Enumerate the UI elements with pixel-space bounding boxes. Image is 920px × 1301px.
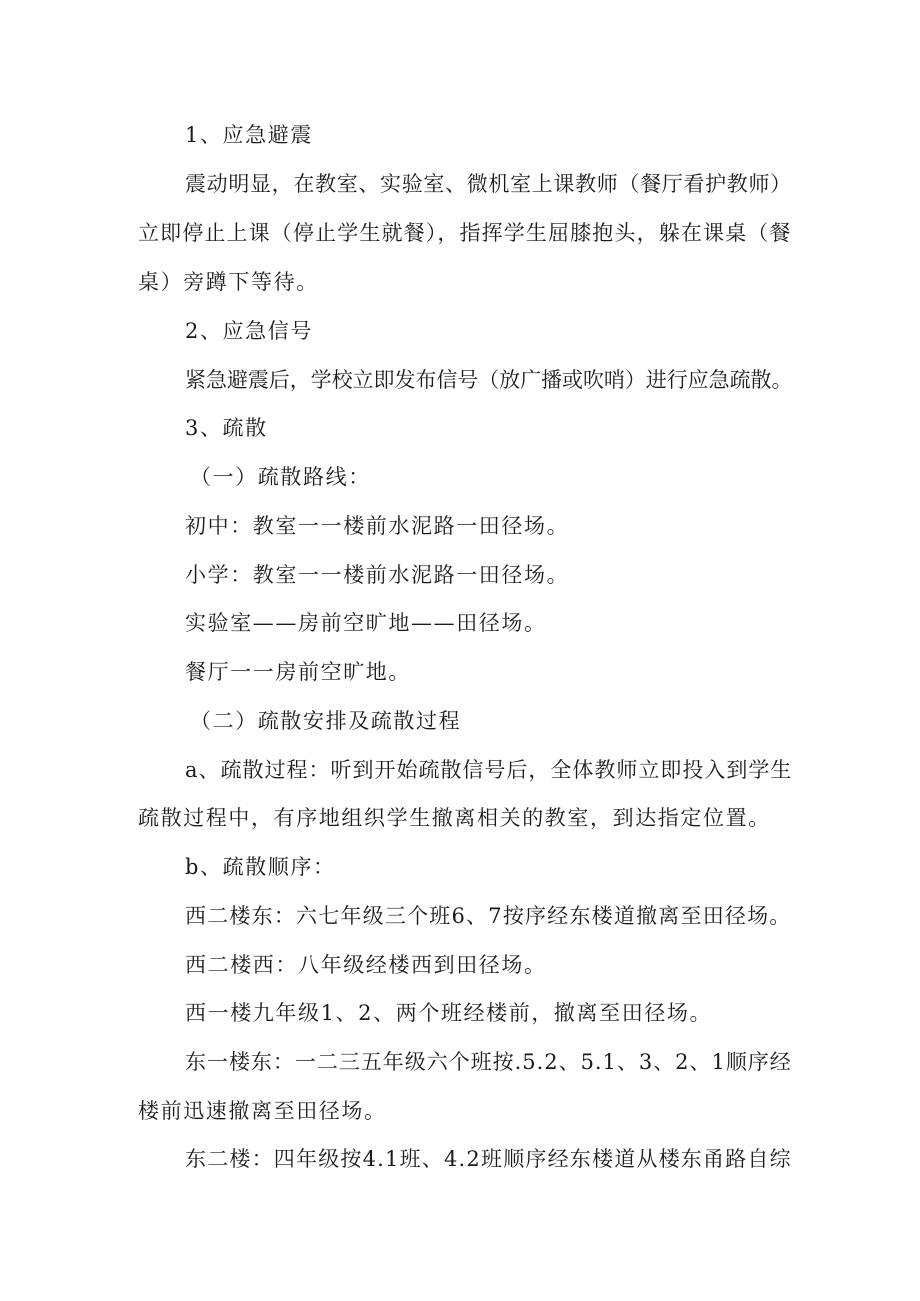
- paragraph-line: 立即停止上课（停止学生就餐），指挥学生屈膝抱头，躲在课桌（餐: [138, 221, 792, 245]
- paragraph-line: a、疏散过程：听到开始疏散信号后，全体教师立即投入到学生: [185, 758, 793, 782]
- paragraph-line: 桌）旁蹲下等待。: [138, 270, 319, 294]
- route-item: 小学：教室一一楼前水泥路一田径场。: [185, 563, 570, 587]
- subsection-heading-evacuation-arrangement: （二）疏散安排及疏散过程: [190, 709, 462, 733]
- paragraph-line: 疏散过程中，有序地组织学生撤离相关的教室，到达指定位置。: [138, 806, 771, 830]
- paragraph-line: 震动明显，在教室、实验室、微机室上课教师（餐厅看护教师）: [185, 172, 792, 196]
- paragraph-line: 紧急避震后，学校立即发布信号（放广播或吹哨）进行应急疏散。: [185, 368, 793, 392]
- section-heading-emergency-signal: 2、应急信号: [185, 319, 313, 343]
- route-item: 实验室——房前空旷地——田径场。: [185, 611, 547, 635]
- order-item: 西一楼九年级1、2、两个班经楼前，撤离至田径场。: [185, 1001, 713, 1025]
- section-heading-emergency-shelter: 1、应急避震: [185, 123, 313, 147]
- order-item: 西二楼西：八年级经楼西到田径场。: [185, 953, 547, 977]
- route-item: 餐厅一一房前空旷地。: [185, 660, 411, 684]
- order-item: 西二楼东：六七年级三个班6、7按序经东楼道撤离至田径场。: [185, 904, 792, 928]
- order-item: 东一楼东：一二三五年级六个班按.5.2、5.1、3、2、1顺序经: [185, 1050, 792, 1074]
- paragraph-line: 楼前迅速撤离至田径场。: [138, 1099, 387, 1123]
- subsection-heading-evacuation-routes: （一）疏散路线：: [190, 465, 371, 489]
- route-item: 初中：教室一一楼前水泥路一田径场。: [185, 514, 570, 538]
- paragraph-line: b、疏散顺序：: [185, 855, 336, 879]
- section-heading-evacuation: 3、疏散: [185, 416, 268, 440]
- order-item: 东二楼：四年级按4.1班、4.2班顺序经东楼道从楼东甬路自综: [185, 1147, 792, 1171]
